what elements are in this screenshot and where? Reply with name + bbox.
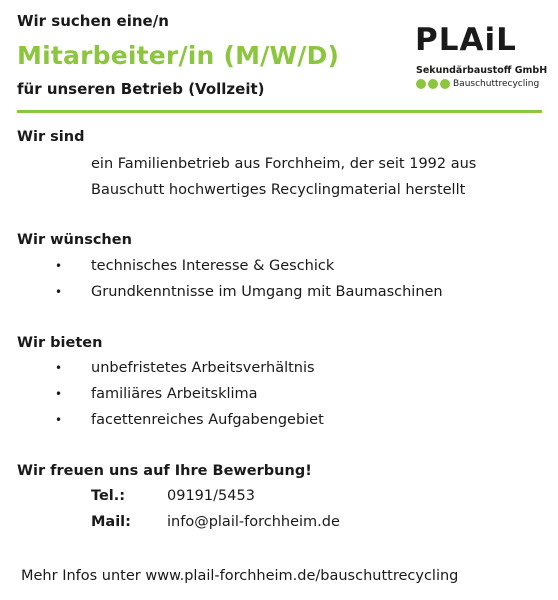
dot-icon [428, 79, 438, 89]
list-item [55, 386, 258, 402]
dot-icon [440, 79, 450, 89]
list-item [55, 284, 443, 300]
contact-phone [91, 488, 255, 504]
logo-tagline: Bauschuttrecycling [453, 79, 540, 89]
list-item-text: unbefristetes Arbeitsverhältnis [91, 360, 315, 376]
section-heading-wir-wuenschen: Wir wünschen [17, 232, 132, 248]
job-subtitle: für unseren Betrieb (Vollzeit) [17, 80, 265, 98]
logo-dots-icon [416, 79, 450, 89]
pre-title: Wir suchen eine/n [17, 12, 169, 30]
contact-mail [91, 514, 340, 530]
bullet-icon: • [55, 361, 63, 375]
dot-icon [416, 79, 426, 89]
bullet-icon: • [55, 259, 63, 273]
list-item [55, 258, 334, 274]
bullet-icon: • [55, 413, 63, 427]
section-heading-bewerbung: Wir freuen uns auf Ihre Bewerbung! [17, 463, 312, 479]
job-title: Mitarbeiter/in (M/W/D) [17, 41, 340, 70]
list-item [55, 412, 324, 428]
logo-company-name: Sekundärbaustoff GmbH [416, 65, 548, 76]
phone-value: 09191/5453 [167, 488, 255, 504]
logo-wordmark: PLAiL [415, 22, 517, 58]
section-heading-wir-sind: Wir sind [17, 129, 85, 145]
list-item [55, 360, 315, 376]
list-item-text: Grundkenntnisse im Umgang mit Baumaschinen [91, 284, 443, 300]
mail-label: Mail: [91, 514, 131, 530]
divider [17, 110, 542, 113]
header [17, 10, 547, 110]
bullet-icon: • [55, 387, 63, 401]
list-item-text: technisches Interesse & Geschick [91, 258, 335, 274]
section-heading-wir-bieten: Wir bieten [17, 335, 103, 351]
footer-info: Mehr Infos unter www.plail-forchheim.de/bauschuttrecycling [21, 568, 459, 584]
mail-value: info@plail-forchheim.de [167, 514, 340, 530]
phone-label: Tel.: [91, 488, 126, 504]
list-item-text: familiäres Arbeitsklima [91, 386, 258, 402]
bullet-icon: • [55, 285, 63, 299]
section-line: ein Familienbetrieb aus Forchheim, der seit 1992 aus [91, 156, 477, 172]
section-line: Bauschutt hochwertiges Recyclingmaterial herstellt [91, 182, 466, 198]
list-item-text: facettenreiches Aufgabengebiet [91, 412, 324, 428]
company-logo [413, 22, 550, 100]
